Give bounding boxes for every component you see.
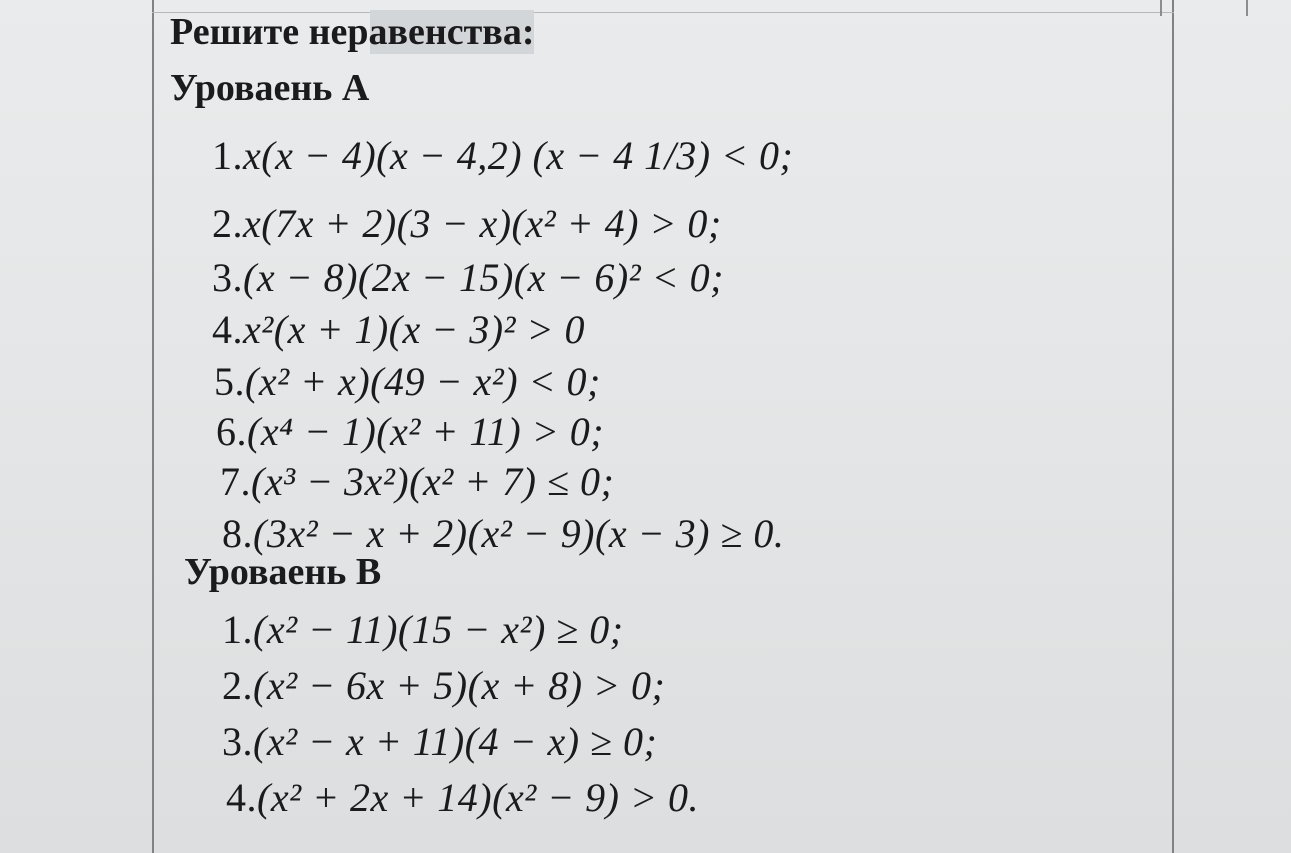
inequality-expression: (x² − 11)(15 − x²) ≥ 0; bbox=[253, 607, 624, 652]
inequality-expression: x²(x + 1)(x − 3)² > 0 bbox=[243, 307, 586, 352]
inequality-a2 bbox=[212, 200, 722, 247]
item-number: 1. bbox=[222, 607, 253, 652]
inequality-a5 bbox=[214, 358, 601, 405]
inequality-expression: (x² + x)(49 − x²) < 0; bbox=[245, 359, 601, 404]
inequality-b3 bbox=[222, 718, 657, 765]
inequality-expression: (3x² − x + 2)(x² − 9)(x − 3) ≥ 0. bbox=[253, 511, 785, 556]
item-number: 7. bbox=[220, 459, 251, 504]
inequality-a1 bbox=[212, 132, 793, 179]
inequality-expression: (x − 8)(2x − 15)(x − 6)² < 0; bbox=[243, 255, 724, 300]
item-number: 4. bbox=[226, 775, 257, 820]
inequality-a4 bbox=[212, 306, 585, 353]
inequality-expression: x(x − 4)(x − 4,2) (x − 4 1/3) < 0; bbox=[243, 133, 794, 178]
inequality-expression: x(7x + 2)(3 − x)(x² + 4) > 0; bbox=[243, 201, 722, 246]
item-number: 5. bbox=[214, 359, 245, 404]
item-number: 3. bbox=[212, 255, 243, 300]
inequality-a6 bbox=[216, 408, 604, 455]
item-number: 8. bbox=[222, 511, 253, 556]
inequality-expression: (x⁴ − 1)(x² + 11) > 0; bbox=[247, 409, 605, 454]
inequality-a3 bbox=[212, 254, 724, 301]
page-right-border bbox=[1172, 0, 1174, 853]
item-number: 3. bbox=[222, 719, 253, 764]
document-title: Решите неравенства: bbox=[170, 11, 535, 53]
inequality-expression: (x² − 6x + 5)(x + 8) > 0; bbox=[253, 663, 666, 708]
item-number: 6. bbox=[216, 409, 247, 454]
item-number: 4. bbox=[212, 307, 243, 352]
ruler-tick-marker bbox=[1246, 0, 1248, 16]
item-number: 1. bbox=[212, 133, 243, 178]
level-a-heading: Уроваень А bbox=[170, 67, 370, 109]
inequality-b1 bbox=[222, 606, 624, 653]
level-b-heading: Уроваень В bbox=[184, 551, 382, 593]
inequality-expression: (x² − x + 11)(4 − x) ≥ 0; bbox=[253, 719, 658, 764]
item-number: 2. bbox=[212, 201, 243, 246]
item-number: 2. bbox=[222, 663, 253, 708]
inequality-expression: (x³ − 3x²)(x² + 7) ≤ 0; bbox=[251, 459, 615, 504]
inequality-expression: (x² + 2x + 14)(x² − 9) > 0. bbox=[257, 775, 699, 820]
ruler-tick-marker bbox=[1160, 0, 1162, 16]
inequality-b4 bbox=[226, 774, 699, 821]
page-left-border bbox=[152, 0, 154, 853]
inequality-b2 bbox=[222, 662, 665, 709]
inequality-a7 bbox=[220, 458, 614, 505]
